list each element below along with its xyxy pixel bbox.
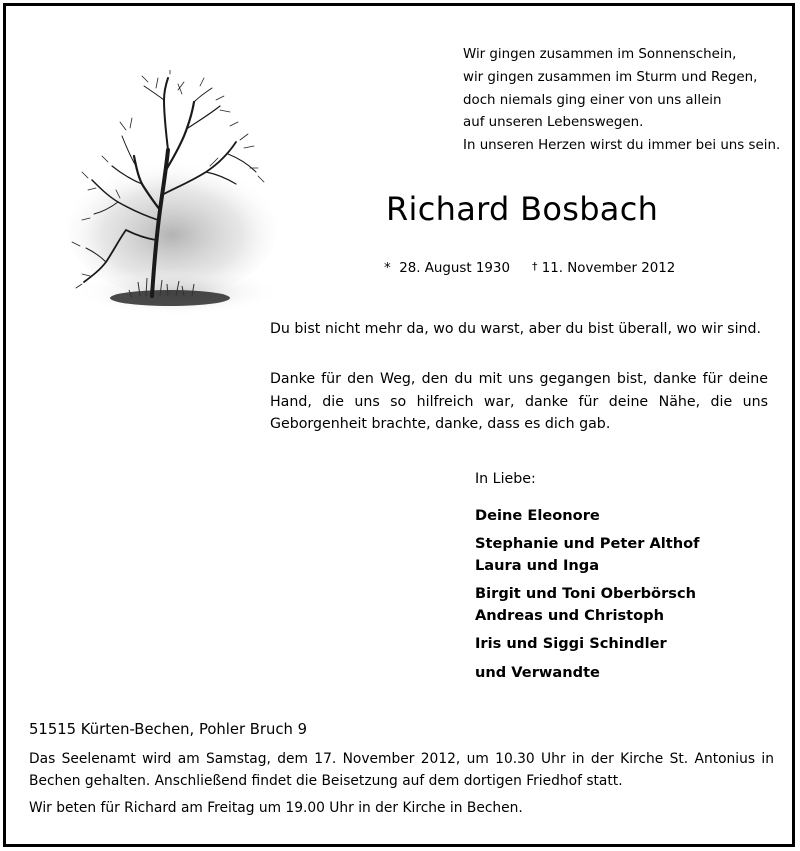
poem-line: Wir gingen zusammen im Sonnenschein, [463, 47, 737, 62]
mourner-group [475, 662, 600, 684]
quote-paragraph: Du bist nicht mehr da, wo du warst, aber du bist überall, wo wir sind. [270, 321, 762, 337]
deceased-name: Richard Bosbach [386, 190, 659, 228]
mourner-line: Deine Eleonore [475, 507, 600, 524]
mourners-intro: In Liebe: [475, 471, 536, 487]
mourner-line: Andreas und Christoph [475, 607, 664, 624]
poem-line: auf unseren Lebenswegen. [463, 115, 644, 131]
quote-paragraph: Danke für den Weg, den du mit uns gegangen bist, danke für deine Hand, die uns so hilfreich war, danke für deine Nähe, die uns Geborgenheit brachte, danke, dass es dich gab. [270, 371, 768, 432]
death-date: 11. November 2012 [541, 261, 676, 276]
poem-line: wir gingen zusammen im Sturm und Regen, [463, 69, 758, 85]
mourner-line: und Verwandte [475, 664, 600, 681]
mourner-line: Laura und Inga [475, 557, 600, 574]
prayer-info: Wir beten für Richard am Freitag um 19.00 Uhr in der Kirche in Bechen. [29, 800, 523, 816]
mourner-group [475, 633, 667, 655]
mourner-group [475, 533, 700, 577]
death-symbol: † [531, 260, 538, 273]
poem-line: In unseren Herzen wirst du immer bei uns sein. [463, 138, 781, 154]
address: 51515 Kürten-Bechen, Pohler Bruch 9 [29, 721, 308, 738]
bare-tree-icon [60, 70, 282, 330]
poem [463, 44, 780, 158]
poem-line: doch niemals ging einer von uns allein [463, 92, 722, 108]
birth-date: 28. August 1930 [399, 261, 510, 276]
mourner-group [475, 583, 696, 627]
mourner-line: Iris und Siggi Schindler [475, 635, 667, 652]
birth-symbol: * [384, 261, 391, 276]
life-dates [384, 260, 675, 276]
service-info: Das Seelenamt wird am Samstag, dem 17. November 2012, um 10.30 Uhr in der Kirche St. Antonius in Bechen gehalten. Anschließend findet die Beisetzung auf dem dortigen Friedhof statt. [29, 751, 774, 789]
mourner-line: Stephanie und Peter Althof [475, 535, 700, 552]
mourner-group [475, 505, 600, 527]
mourner-line: Birgit und Toni Oberbörsch [475, 585, 696, 602]
